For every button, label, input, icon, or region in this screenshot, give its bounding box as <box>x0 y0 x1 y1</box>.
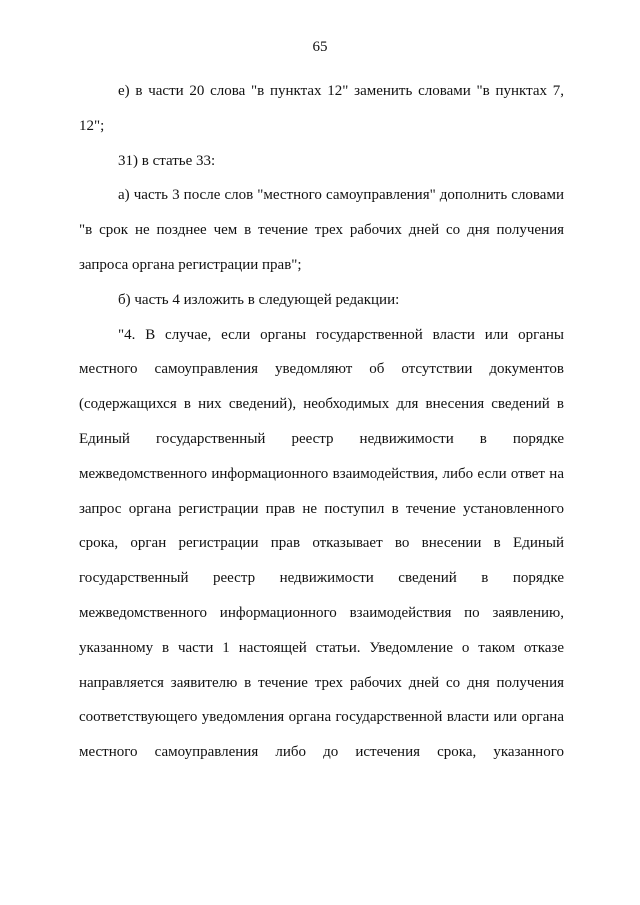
document-body <box>79 74 564 770</box>
paragraph-e-part-20: е) в части 20 слова "в пунктах 12" заменить словами "в пунктах 7, 12"; <box>79 83 564 134</box>
paragraph-a-part-3: а) часть 3 после слов "местного самоуправления" дополнить словами "в срок не позднее чем в течение трех рабочих дней со дня получения запроса органа регистрации прав"; <box>79 187 564 273</box>
paragraph-b-part-4: б) часть 4 изложить в следующей редакции: <box>118 291 400 308</box>
paragraph-part-4-new-text: "4. В случае, если органы государственной власти или органы местного самоуправления уведомляют об отсутствии документов (содержащихся в них сведений), необходимых для внесения сведений в Единый государственный реестр недвижимости в порядке межведомственного информационного взаимодействия, либо если ответ на запрос органа регистрации прав не поступил в течение установленного срока, орган регистрации прав отказывает во внесении в Единый государственный реестр недвижимости сведений в порядке межведомственного информационного взаимодействия по заявлению, указанному в части 1 настоящей статьи. Уведомление о таком отказе направляется заявителю в течение трех рабочих дней со дня получения соответствующего уведомления органа государственной власти или органа местного самоуправления либо до истечения срока, указанного <box>79 326 564 761</box>
paragraph-31-article-33: 31) в статье 33: <box>118 152 216 169</box>
page-number: 65 <box>312 39 328 55</box>
